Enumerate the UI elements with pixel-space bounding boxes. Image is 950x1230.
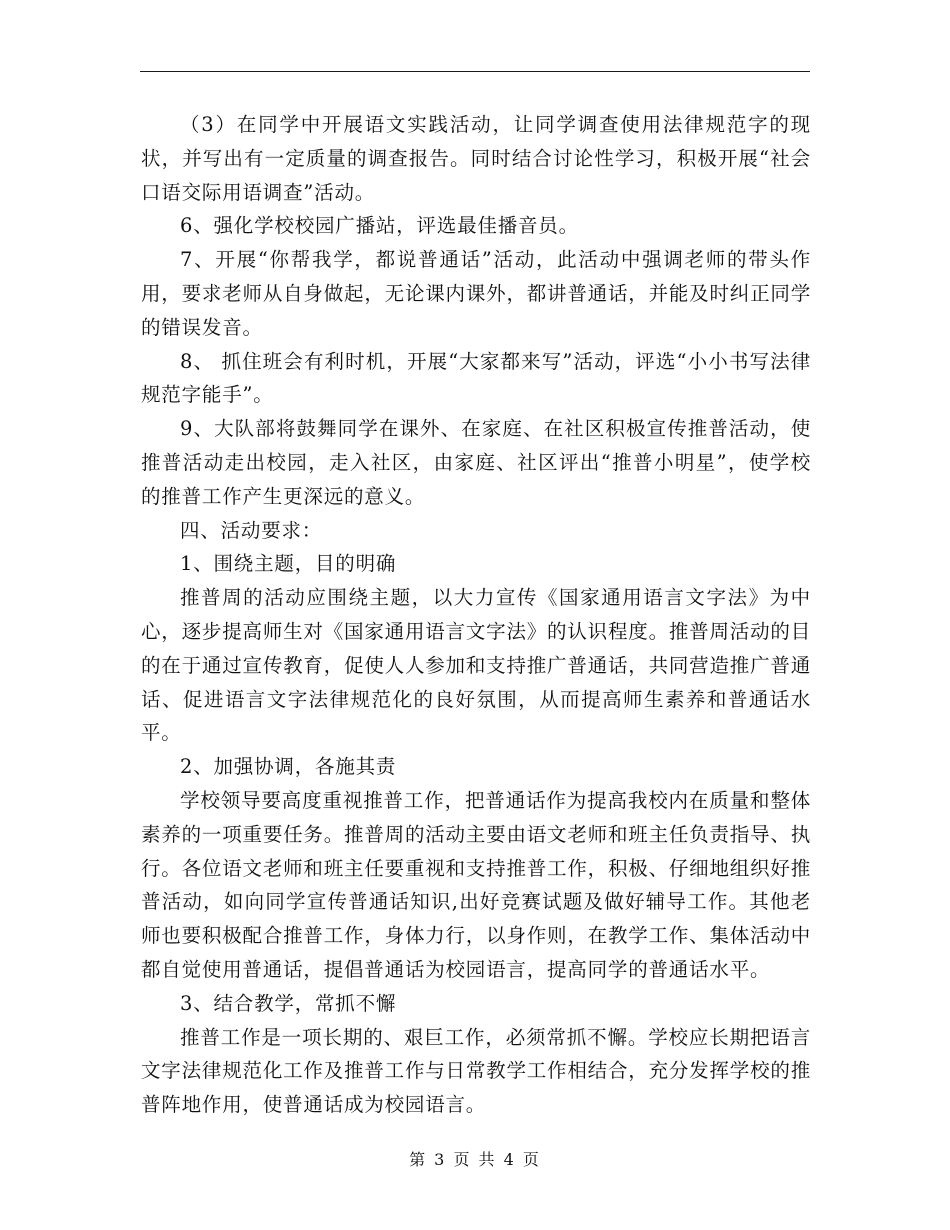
paragraph: 学校领导要高度重视推普工作，把普通话作为提高我校内在质量和整体素养的一项重要任务。推普周的活动主要由语文老师和班主任负责指导、执行。各位语文老师和班主任要重视和支持推普工作，积极、仔细地组织好推普活动，如向同学宣传普通话知识,出好竞赛试题及做好辅导工作。其他老师也要积极配合推普工作，身体力行，以身作则，在教学工作、集体活动中都自觉使用普通话，提倡普通话为校园语言，提高同学的普通话水平。 xyxy=(141,788,811,981)
paragraph: （3）在同学中开展语文实践活动，让同学调查使用法律规范字的现状，并写出有一定质量的调查报告。同时结合讨论性学习，积极开展“社会口语交际用语调查”活动。 xyxy=(141,113,811,204)
subsection-heading: 2、加强协调，各施其责 xyxy=(180,755,397,779)
section-heading: 四、活动要求： xyxy=(180,518,323,542)
subsection-heading: 3、结合教学，常抓不懈 xyxy=(180,991,397,1015)
document-body xyxy=(141,108,811,1122)
paragraph: 8、 抓住班会有利时机，开展“大家都来写”活动，评选“小小书写法律规范字能手”。 xyxy=(141,349,811,407)
page-number-footer: 第 3 页 共 4 页 xyxy=(409,1150,541,1169)
header-rule xyxy=(140,71,810,72)
paragraph: 6、强化学校校园广播站，评选最佳播音员。 xyxy=(180,214,579,238)
paragraph: 推普周的活动应围绕主题，以大力宣传《国家通用语言文字法》为中心，逐步提高师生对《国家通用语言文字法》的认识程度。推普周活动的目的在于通过宣传教育，促使人人参加和支持推广普通话，共同营造推广普通话、促进语言文字法律规范化的良好氛围，从而提高师生素养和普通话水平。 xyxy=(141,586,811,745)
paragraph: 7、开展“你帮我学，都说普通话”活动，此活动中强调老师的带头作用，要求老师从自身做起，无论课内课外，都讲普通话，并能及时纠正同学的错误发音。 xyxy=(141,248,811,339)
subsection-heading: 1、围绕主题，目的明确 xyxy=(180,552,397,576)
paragraph: 推普工作是一项长期的、艰巨工作，必须常抓不懈。学校应长期把语言文字法律规范化工作及推普工作与日常教学工作相结合，充分发挥学校的推普阵地作用，使普通话成为校园语言。 xyxy=(141,1025,811,1117)
paragraph: 9、大队部将鼓舞同学在课外、在家庭、在社区积极宣传推普活动，使推普活动走出校园，走入社区，由家庭、社区评出“推普小明星”，使学校的推普工作产生更深远的意义。 xyxy=(141,417,811,508)
